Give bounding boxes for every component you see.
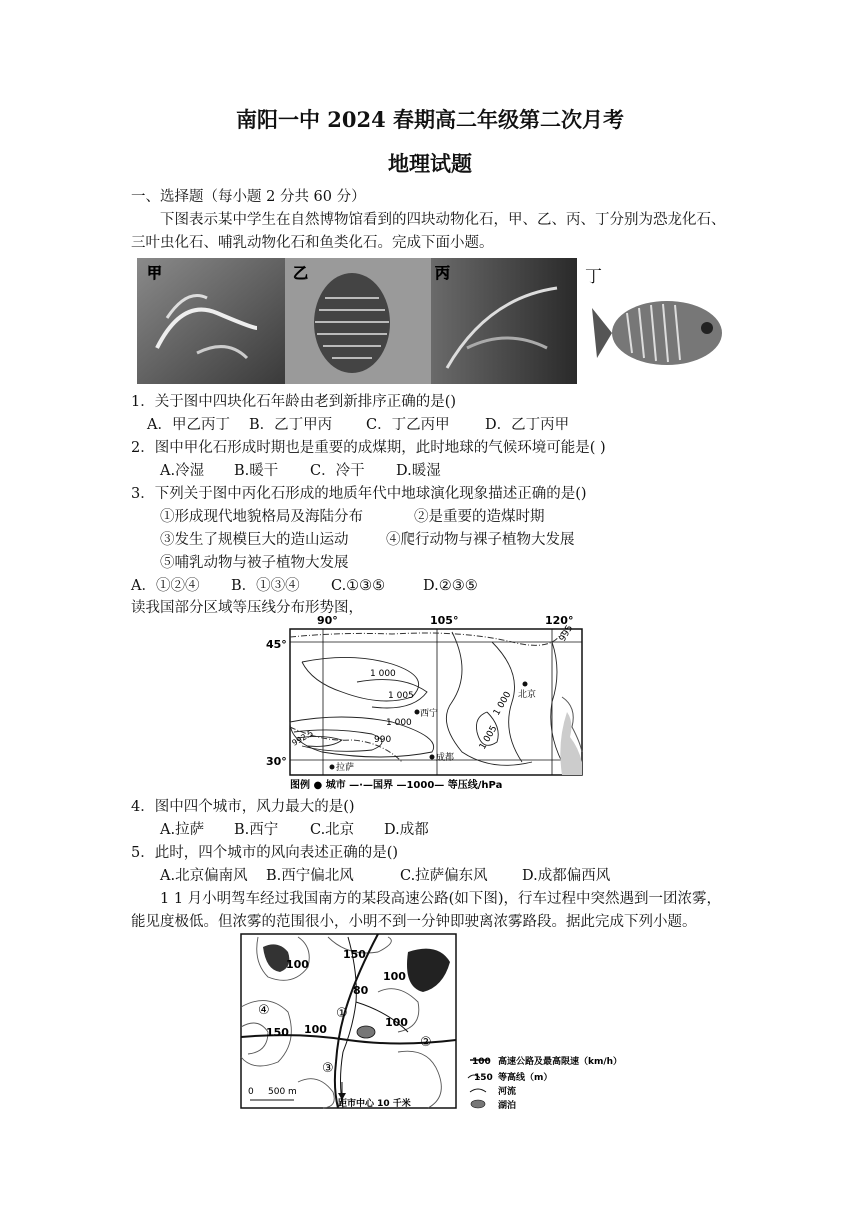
legend-lake-text: 湖泊 <box>498 1101 517 1111</box>
question-4-option-a[interactable]: A.拉萨 <box>160 822 205 838</box>
question-3-item: ④爬行动物与裸子植物大发展 <box>386 532 575 548</box>
legend-contour-text: 等高线（m） <box>498 1073 553 1083</box>
scale-length: 500 m <box>268 1087 297 1097</box>
page-subtitle: 地理试题 <box>388 151 472 176</box>
contour-label: 150 <box>343 948 366 961</box>
question-3-item: ⑤哺乳动物与被子植物大发展 <box>160 555 349 571</box>
question-3-option-b[interactable]: B．①③④ <box>231 578 300 594</box>
city-label-chengdu: 成都 <box>436 753 455 763</box>
city-marker <box>430 755 435 760</box>
question-2-option-d[interactable]: D.暖湿 <box>396 463 441 479</box>
lat-label: 45° <box>266 638 287 651</box>
fog-intro-line: 1 1 月小明驾车经过我国南方的某段高速公路(如下图)，行车过程中突然遇到一团浓雾， <box>160 891 721 907</box>
isobar-label: 990 <box>374 735 392 745</box>
site-label-3: ③ <box>322 1061 334 1076</box>
isobar-map <box>262 612 602 792</box>
question-2-stem: 2．图中甲化石形成时期也是重要的成煤期，此时地球的气候环境可能是( ) <box>131 440 606 456</box>
site-label-1: ① <box>336 1006 348 1021</box>
lon-label: 105° <box>430 614 459 627</box>
question-3-item: ②是重要的造煤时期 <box>414 509 545 525</box>
legend-speed-sample: 100 <box>472 1057 491 1067</box>
question-2-option-a[interactable]: A.冷湿 <box>160 463 205 479</box>
city-distance-note: 距市中心 10 千米 <box>338 1099 411 1109</box>
question-3-item: ①形成现代地貌格局及海陆分布 <box>160 509 363 525</box>
page-title: 南阳一中 2024 春期高二年级第二次月考 <box>235 107 625 132</box>
isobar-label: 1 000 <box>370 669 396 679</box>
contour-label: 100 <box>286 958 309 971</box>
question-4-option-b[interactable]: B.西宁 <box>234 822 279 838</box>
question-3-item: ③发生了规模巨大的造山运动 <box>160 532 349 548</box>
question-1-option-a[interactable]: A．甲乙丙丁 <box>147 417 230 433</box>
city-marker <box>330 765 335 770</box>
fossil-label-ding: 丁 <box>585 267 602 287</box>
contour-label: 150 <box>266 1026 289 1039</box>
lon-label: 90° <box>317 614 338 627</box>
question-4-option-d[interactable]: D.成都 <box>384 822 429 838</box>
question-1-stem: 1．关于图中四块化石年龄由老到新排序正确的是() <box>131 394 457 410</box>
highway-legend <box>468 1055 622 1111</box>
question-2-option-b[interactable]: B.暖干 <box>234 463 279 479</box>
contour-label: 80 <box>353 984 369 997</box>
question-3-option-a[interactable]: A．①②④ <box>131 578 200 594</box>
city-label-lhasa: 拉萨 <box>336 763 355 773</box>
question-3-option-c[interactable]: C.①③⑤ <box>331 578 386 594</box>
question-1-option-b[interactable]: B．乙丁甲丙 <box>249 417 333 433</box>
section-heading: 一、选择题（每小题 2 分共 60 分） <box>131 189 366 205</box>
question-1-option-c[interactable]: C．丁乙丙甲 <box>366 417 450 433</box>
legend-contour-sample: 150 <box>474 1073 493 1083</box>
intro-line: 下图表示某中学生在自然博物馆看到的四块动物化石，甲、乙、丙、丁分别为恐龙化石、 <box>160 212 726 228</box>
map-intro: 读我国部分区域等压线分布形势图， <box>131 600 363 616</box>
isobar-label: 995 <box>557 623 576 644</box>
lat-label: 30° <box>266 755 287 768</box>
legend-speed-text: 高速公路及最高限速（km/h） <box>498 1057 623 1067</box>
question-5-option-b[interactable]: B.西宁偏北风 <box>266 868 354 884</box>
isobar-label: 1 005 <box>388 691 414 701</box>
question-5-stem: 5．此时，四个城市的风向表述正确的是() <box>131 845 399 861</box>
question-3-stem: 3．下列关于图中丙化石形成的地质年代中地球演化现象描述正确的是() <box>131 486 587 502</box>
isobar-label: 1 000 <box>386 718 412 728</box>
contour-label: 100 <box>385 1016 408 1029</box>
fossil-label-jia: 甲 <box>147 264 163 282</box>
intro-line: 三叶虫化石、哺乳动物化石和鱼类化石。完成下面小题。 <box>131 235 494 251</box>
question-4-option-c[interactable]: C.北京 <box>310 822 355 838</box>
fossil-figure <box>137 258 737 384</box>
question-5-option-d[interactable]: D.成都偏西风 <box>522 868 611 884</box>
city-label-beijing: 北京 <box>518 690 537 700</box>
isobar-label: 1 000 <box>491 690 514 718</box>
contour-label: 100 <box>304 1023 327 1036</box>
question-2-option-c[interactable]: C．冷干 <box>310 463 365 479</box>
isobar-label: 992.5 <box>290 728 315 748</box>
isobar-label: 1 005 <box>477 724 500 752</box>
question-3-option-d[interactable]: D.②③⑤ <box>423 578 478 594</box>
fog-intro-line: 能见度极低。但浓雾的范围很小，小明不到一分钟即驶离浓雾路段。据此完成下列小题。 <box>131 914 697 930</box>
question-1-option-d[interactable]: D．乙丁丙甲 <box>485 417 570 433</box>
isobar-legend: 图例 ● 城市 —·—国界 —1000— 等压线/hPa <box>290 780 503 791</box>
city-marker <box>523 682 528 687</box>
question-5-option-c[interactable]: C.拉萨偏东风 <box>400 868 488 884</box>
fossil-label-bing: 丙 <box>435 264 451 282</box>
contour-label: 100 <box>383 970 406 983</box>
highway-map <box>238 932 718 1112</box>
fossil-ding-image <box>592 301 722 365</box>
fossil-bing-image <box>431 258 577 384</box>
site-label-2: ② <box>420 1035 432 1050</box>
question-4-stem: 4．图中四个城市，风力最大的是() <box>131 799 355 815</box>
city-marker <box>415 710 420 715</box>
question-5-option-a[interactable]: A.北京偏南风 <box>160 868 248 884</box>
lake <box>357 1026 375 1038</box>
scale-zero: 0 <box>248 1087 254 1097</box>
site-label-4: ④ <box>258 1003 270 1018</box>
legend-river-text: 河流 <box>498 1087 517 1097</box>
lon-label: 120° <box>545 614 574 627</box>
fossil-label-yi: 乙 <box>293 264 309 282</box>
city-label-xining: 西宁 <box>420 709 439 719</box>
